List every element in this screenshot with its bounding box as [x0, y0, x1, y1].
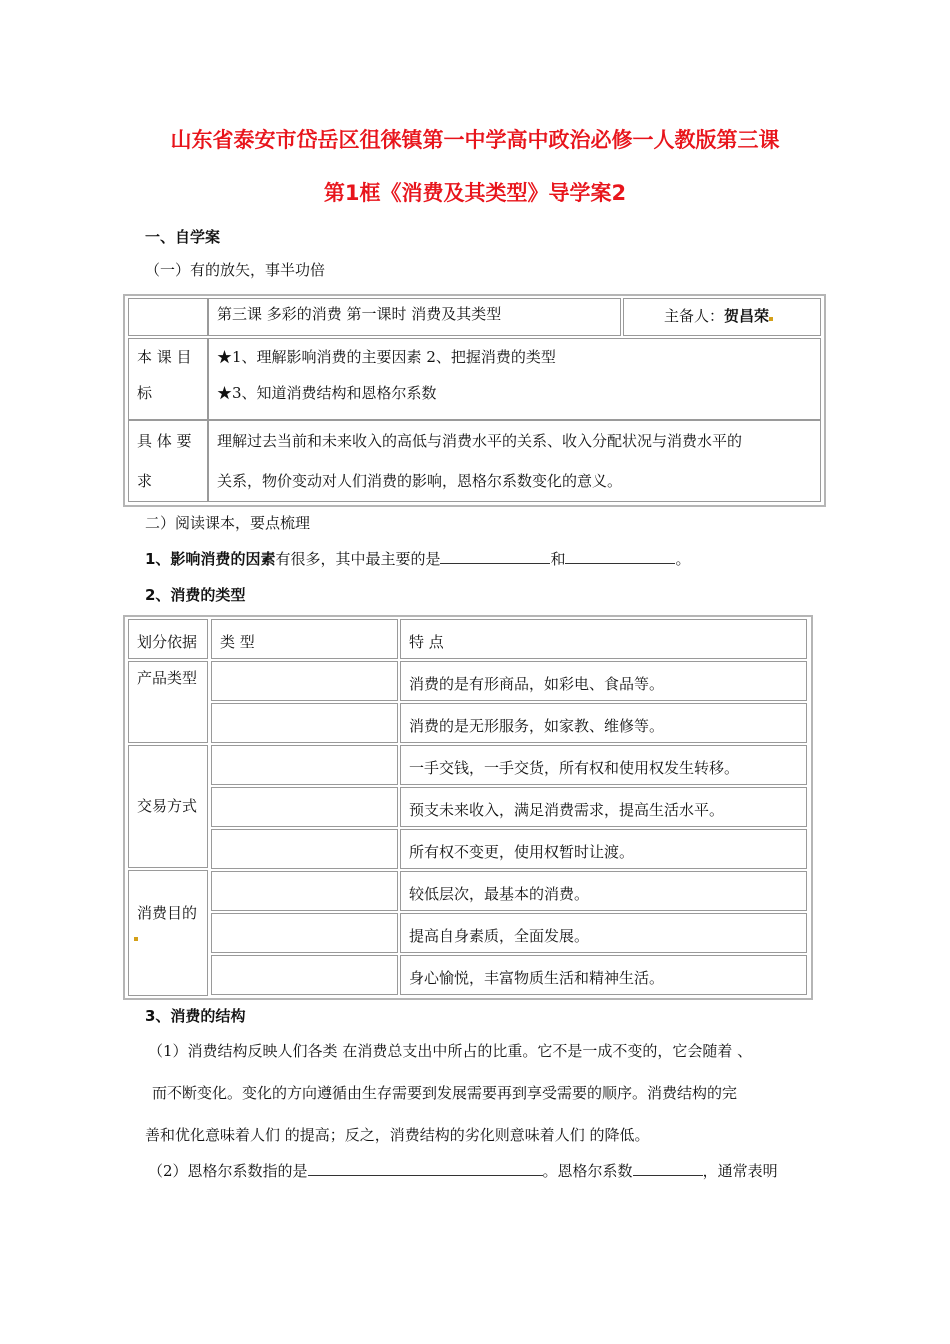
- type-blank-cell[interactable]: [211, 871, 398, 911]
- section-heading-consumption-structure: 3、消费的结构: [145, 1007, 246, 1025]
- group-product-type: 产品类型: [128, 661, 208, 743]
- type-blank-cell[interactable]: [211, 745, 398, 785]
- preparer-label: 主备人：: [664, 307, 725, 325]
- mark-icon: [134, 937, 138, 941]
- requirement-label-b: 求: [137, 472, 153, 490]
- feature-cell: 身心愉悦，丰富物质生活和精神生活。: [400, 955, 807, 995]
- answer-blank-engel-change[interactable]: [633, 1161, 703, 1176]
- section-heading-self-study: 一、自学案: [145, 228, 221, 246]
- type-blank-cell[interactable]: [211, 703, 398, 743]
- preparer-name: 贺昌荣: [724, 307, 770, 325]
- goal-label-a: 本 课 目: [137, 348, 192, 366]
- question1-and: 和: [550, 550, 566, 568]
- subsection-heading: （一）有的放矢，事半功倍: [145, 261, 326, 279]
- group-transaction-method: 交易方式: [128, 745, 208, 868]
- answer-blank-engel-definition[interactable]: [308, 1161, 543, 1176]
- paragraph1-line3: 善和优化意味着人们 的提高；反之，消费结构的劣化则意味着人们 的降低。: [145, 1126, 650, 1144]
- paragraph2-line1: [148, 1160, 778, 1181]
- goals-cell: [208, 338, 821, 420]
- question1-bold: 1、影响消费的因素: [145, 550, 276, 568]
- type-blank-cell[interactable]: [211, 955, 398, 995]
- answer-blank-1[interactable]: [440, 549, 550, 564]
- feature-cell: 消费的是有形商品，如彩电、食品等。: [400, 661, 807, 701]
- feature-cell: 所有权不变更，使用权暂时让渡。: [400, 829, 807, 869]
- feature-cell: 预支未来收入，满足消费需求，提高生活水平。: [400, 787, 807, 827]
- header-type: 类 型: [211, 619, 398, 659]
- group-purpose-label: 消费目的: [137, 904, 198, 922]
- requirement-label-a: 具 体 要: [137, 432, 192, 450]
- type-blank-cell[interactable]: [211, 787, 398, 827]
- requirements-cell: [208, 420, 821, 502]
- group-consumption-purpose: [128, 870, 208, 996]
- goal-label-cell: [128, 338, 208, 420]
- requirement-line-2: 关系，物价变动对人们消费的影响，恩格尔系数变化的意义。: [217, 472, 623, 490]
- goal-item-2: ★3、知道消费结构和恩格尔系数: [217, 384, 437, 402]
- question1-end: 。: [675, 550, 691, 568]
- goal-label-b: 标: [137, 384, 153, 402]
- document-title-line2: 第1框《消费及其类型》导学案2: [323, 181, 627, 205]
- answer-blank-2[interactable]: [565, 549, 675, 564]
- paragraph1-line1: （1）消费结构反映人们各类 在消费总支出中所占的比重。它不是一成不变的，它会随着 、: [148, 1042, 753, 1060]
- table1-empty-cell: [128, 298, 208, 336]
- feature-cell: 消费的是无形服务，如家教、维修等。: [400, 703, 807, 743]
- engel-indicates-text: ，通常表明: [702, 1162, 778, 1180]
- section-heading-reading: 二）阅读课本，要点梳理: [145, 514, 311, 532]
- question1-text: 有很多，其中最主要的是: [275, 550, 441, 568]
- engel-coefficient-prompt: 。恩格尔系数: [542, 1162, 633, 1180]
- feature-cell: 较低层次，最基本的消费。: [400, 871, 807, 911]
- type-blank-cell[interactable]: [211, 661, 398, 701]
- type-blank-cell[interactable]: [211, 913, 398, 953]
- section-heading-consumption-types: 2、消费的类型: [145, 586, 246, 604]
- goal-item-1: ★1、理解影响消费的主要因素 2、把握消费的类型: [217, 348, 556, 366]
- requirement-line-1: 理解过去当前和未来收入的高低与消费水平的关系、收入分配状况与消费水平的: [217, 432, 743, 450]
- document-title-line1: 山东省泰安市岱岳区徂徕镇第一中学高中政治必修一人教版第三课: [170, 128, 780, 152]
- paragraph1-line2: 而不断变化。变化的方向遵循由生存需要到发展需要再到享受需要的顺序。消费结构的完: [152, 1084, 738, 1102]
- feature-cell: 一手交钱，一手交货，所有权和使用权发生转移。: [400, 745, 807, 785]
- feature-cell: 提高自身素质，全面发展。: [400, 913, 807, 953]
- engel-definition-prompt: （2）恩格尔系数指的是: [148, 1162, 308, 1180]
- lesson-title: 第三课 多彩的消费 第一课时 消费及其类型: [217, 305, 502, 323]
- header-basis: 划分依据: [128, 619, 208, 659]
- question-consumption-factors: [145, 548, 691, 569]
- header-feature: 特 点: [400, 619, 807, 659]
- lesson-title-cell: [208, 298, 621, 336]
- requirement-label-cell: [128, 420, 208, 502]
- preparer-cell: [623, 298, 821, 336]
- type-blank-cell[interactable]: [211, 829, 398, 869]
- mark-icon: [769, 317, 773, 321]
